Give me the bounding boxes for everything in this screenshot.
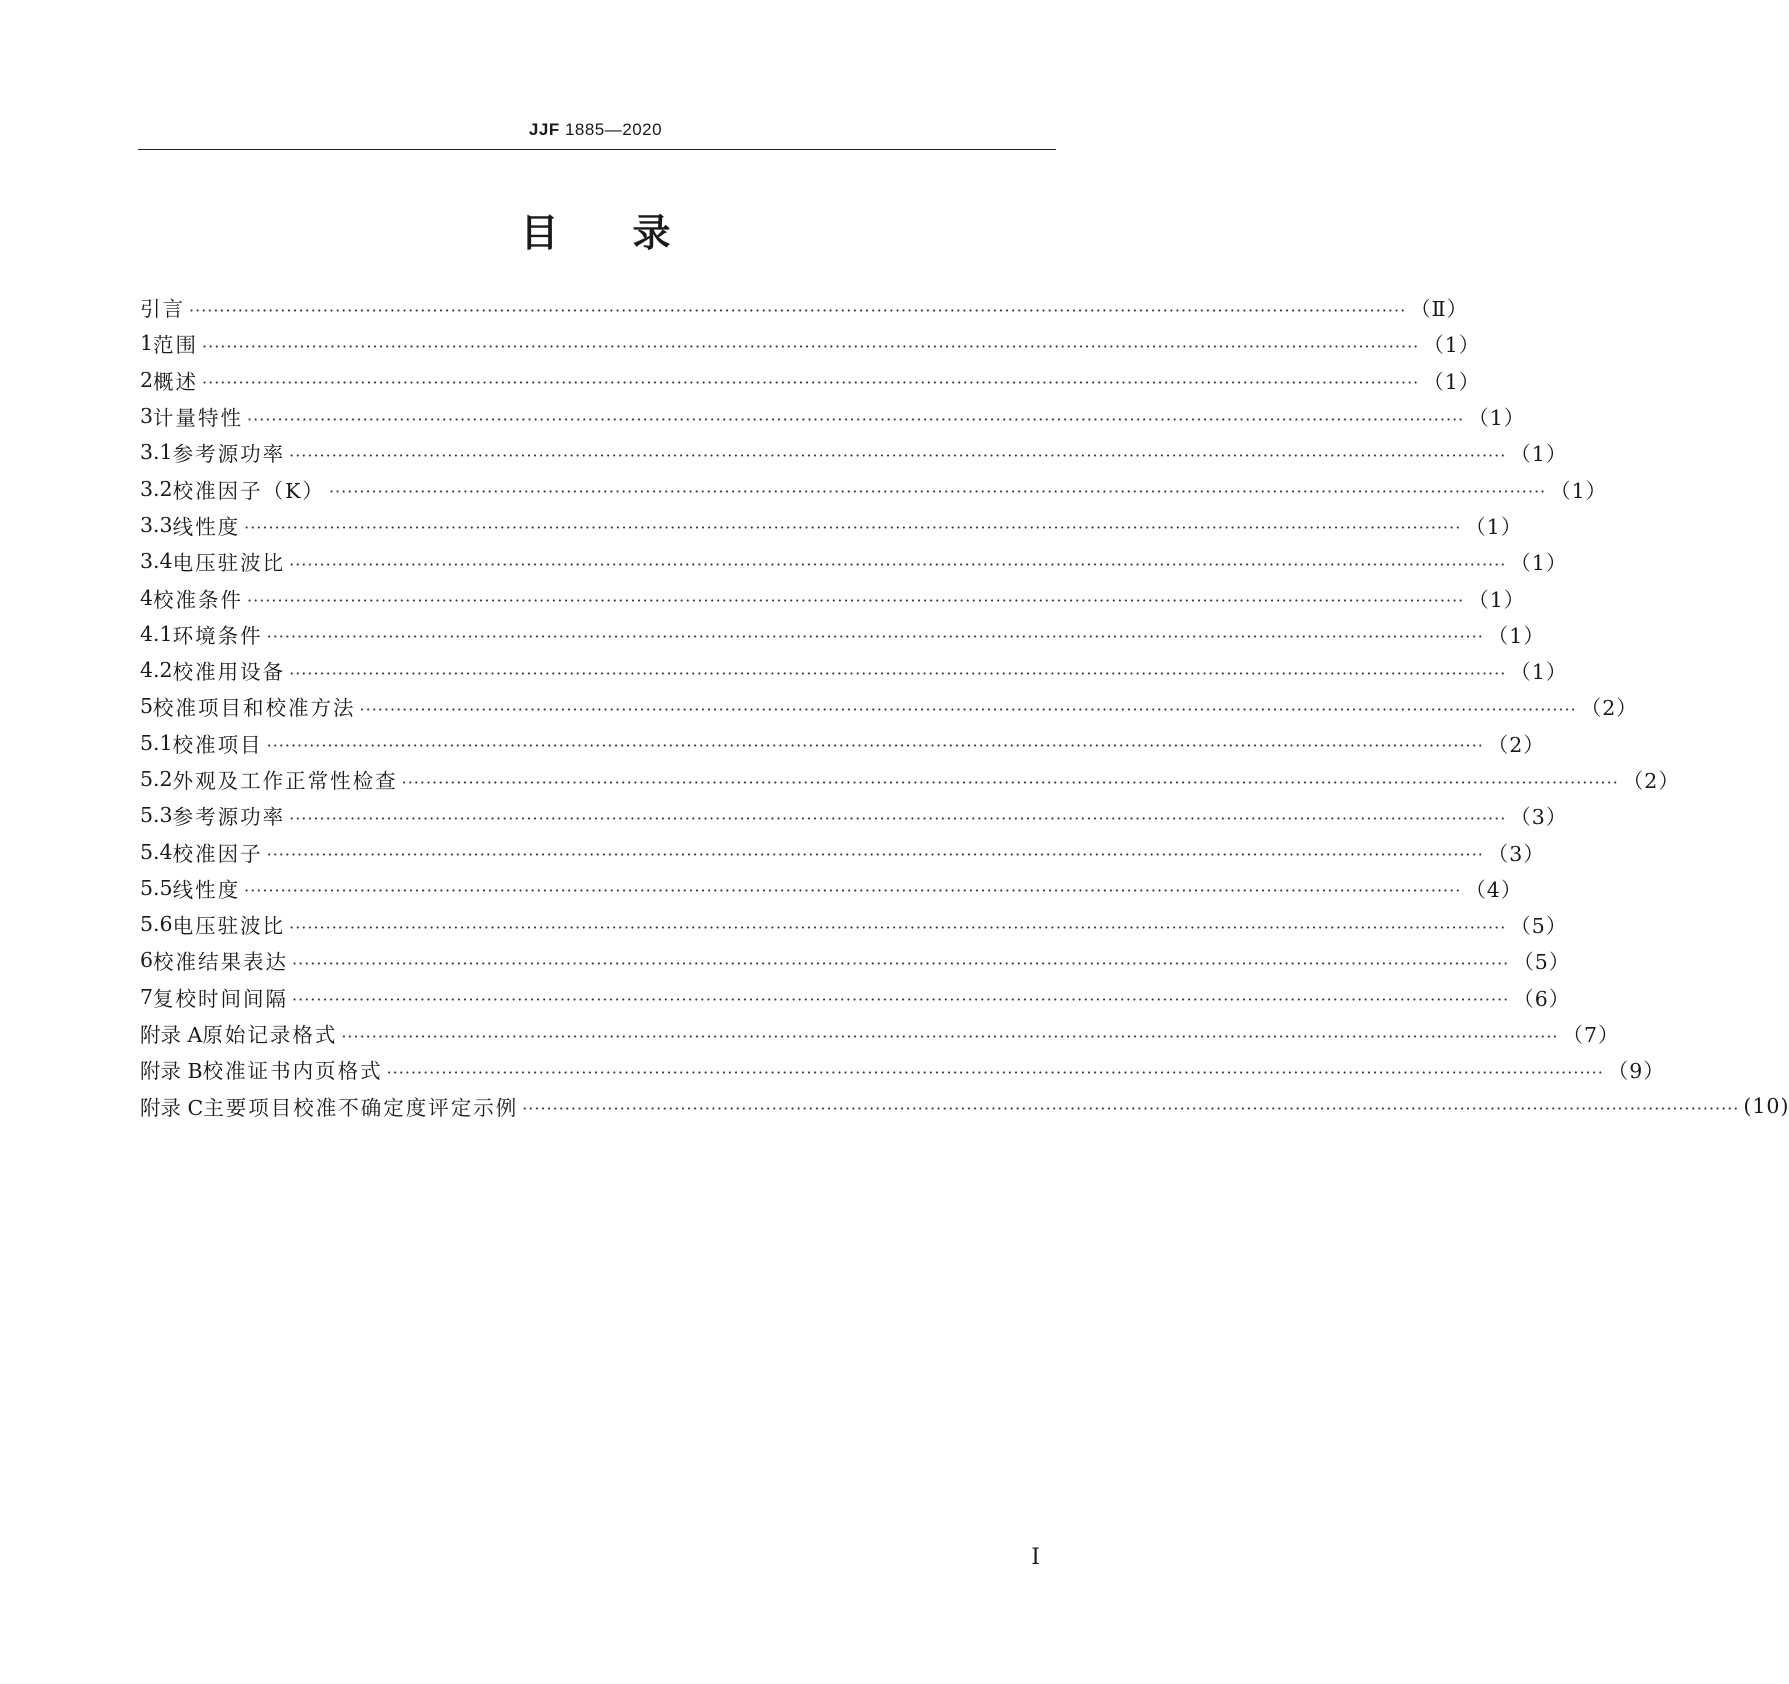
toc-entry-title: 计量特性 — [153, 406, 244, 431]
toc-entry-number: 3.2 — [140, 476, 173, 501]
toc-dot-leader: ········································································································································································································ — [244, 518, 1462, 538]
toc-entry-number: 5 — [140, 694, 154, 719]
title-char-right: 录 — [632, 211, 671, 255]
toc-entry[interactable] — [140, 761, 1680, 797]
toc-entry-title: 校准证书内页格式 — [202, 1059, 383, 1084]
toc-entry-title: 环境条件 — [172, 623, 263, 648]
toc-entry-title: 复校时间间隔 — [153, 986, 289, 1011]
toc-entry-number: 7 — [140, 984, 154, 1009]
toc-entry-title: 校准结果表达 — [153, 950, 289, 975]
toc-entry-number: 5.1 — [140, 730, 173, 755]
toc-entry-number: 1 — [140, 331, 154, 356]
toc-entry-title: 校准项目和校准方法 — [153, 696, 356, 721]
toc-dot-leader: ········································································································································································································ — [202, 336, 1420, 356]
toc-entry-number: 4.2 — [140, 658, 173, 683]
toc-entry[interactable] — [140, 833, 1545, 869]
toc-entry[interactable] — [140, 870, 1523, 906]
toc-entry-title: 参考源功率 — [172, 442, 286, 467]
toc-dot-leader: ········································································································································································································ — [328, 482, 1547, 502]
toc-entry-number: 4.1 — [140, 621, 173, 646]
toc-entry-title: 概述 — [153, 369, 199, 394]
toc-entry[interactable] — [140, 652, 1568, 688]
toc-entry-title: 校准条件 — [153, 587, 244, 612]
toc-dot-leader: ········································································································································································································ — [289, 917, 1507, 937]
toc-entry-page: （1） — [1550, 478, 1608, 503]
toc-entry-title: 范围 — [153, 333, 199, 358]
toc-dot-leader: ········································································································································································································ — [386, 1062, 1604, 1082]
toc-entry-page: (10) — [1743, 1093, 1789, 1118]
toc-entry-page: （5） — [1510, 914, 1568, 939]
toc-entry[interactable] — [140, 688, 1638, 724]
toc-entry-title: 主要项目校准不确定度评定示例 — [203, 1095, 519, 1120]
toc-entry-title: 校准因子（K） — [172, 478, 325, 503]
toc-entry[interactable] — [140, 507, 1523, 543]
toc-dot-leader: ········································································································································································································ — [189, 300, 1407, 320]
toc-dot-leader: ········································································································································································································ — [522, 1099, 1740, 1119]
toc-entry-title: 参考源功率 — [172, 805, 286, 830]
toc-entry-title: 校准用设备 — [172, 660, 286, 685]
toc-entry-number: 附录 A — [140, 1023, 203, 1048]
toc-entry-title: 外观及工作正常性检查 — [172, 769, 398, 793]
toc-entry-page: （1） — [1423, 369, 1481, 394]
toc-entry[interactable] — [140, 579, 1526, 615]
toc-entry[interactable] — [140, 616, 1545, 652]
toc-entry[interactable] — [140, 543, 1568, 579]
toc-entry-number: 3.4 — [140, 549, 173, 574]
toc-entry[interactable] — [140, 434, 1568, 470]
toc-entry-page: （Ⅱ） — [1410, 297, 1469, 322]
header-code: 1885—2020 — [564, 120, 663, 139]
toc-dot-leader: ········································································································································································································ — [289, 445, 1507, 465]
toc-dot-leader: ········································································································································································································ — [289, 554, 1507, 574]
table-of-contents — [140, 289, 1789, 1124]
toc-entry-number: 5.2 — [140, 767, 173, 791]
toc-dot-leader: ········································································································································································································ — [359, 699, 1577, 719]
toc-entry[interactable] — [140, 362, 1481, 398]
page-title — [0, 202, 1191, 257]
toc-entry-page: （1） — [1510, 442, 1568, 467]
toc-entry-number: 3 — [140, 404, 154, 429]
toc-entry-title: 线性度 — [172, 877, 241, 902]
toc-dot-leader: ········································································································································································································ — [247, 591, 1465, 611]
toc-entry-page: （5） — [1513, 950, 1571, 975]
toc-entry[interactable] — [140, 289, 1469, 325]
title-char-left: 目 — [520, 211, 559, 255]
toc-entry-page: （1） — [1468, 587, 1526, 612]
toc-entry[interactable] — [140, 398, 1526, 434]
page-number: I — [1031, 1545, 1040, 1570]
toc-dot-leader: ········································································································································································································ — [266, 627, 1484, 647]
running-header — [0, 120, 1191, 140]
toc-dot-leader: ········································································································································································································ — [202, 373, 1420, 393]
toc-entry-page: （4） — [1465, 877, 1523, 902]
toc-entry-page: （7） — [1562, 1023, 1620, 1048]
toc-dot-leader: ········································································································································································································ — [341, 1026, 1559, 1046]
toc-entry-number: 6 — [140, 948, 154, 973]
toc-entry[interactable] — [140, 325, 1481, 361]
toc-entry[interactable] — [140, 979, 1571, 1015]
toc-entry[interactable] — [140, 797, 1568, 833]
toc-entry[interactable] — [140, 725, 1545, 761]
toc-entry[interactable] — [140, 470, 1608, 506]
toc-entry-page: （2） — [1487, 732, 1545, 757]
toc-entry-number: 5.6 — [140, 912, 173, 937]
toc-dot-leader: ········································································································································································································ — [244, 881, 1462, 901]
toc-entry-number: 附录 C — [140, 1095, 204, 1120]
toc-entry-page: （9） — [1607, 1059, 1665, 1084]
toc-entry[interactable] — [140, 1015, 1620, 1051]
toc-entry-title: 原始记录格式 — [202, 1023, 338, 1048]
toc-entry[interactable] — [140, 942, 1571, 978]
toc-entry[interactable] — [140, 906, 1568, 942]
toc-entry-title: 电压驻波比 — [172, 914, 286, 939]
toc-entry-number: 5.3 — [140, 803, 173, 828]
toc-entry-page: （1） — [1487, 623, 1545, 648]
toc-entry-page: （1） — [1510, 551, 1568, 576]
toc-dot-leader: ········································································································································································································ — [289, 808, 1507, 828]
toc-entry-page: （3） — [1487, 841, 1545, 866]
toc-entry[interactable] — [140, 1051, 1665, 1087]
toc-entry-number: 附录 B — [140, 1059, 203, 1084]
toc-entry-title: 电压驻波比 — [172, 551, 286, 576]
toc-entry-page: （1） — [1468, 406, 1526, 431]
toc-dot-leader: ········································································································································································································ — [289, 663, 1507, 683]
toc-entry[interactable] — [140, 1088, 1789, 1124]
toc-dot-leader: ········································································································································································································ — [247, 409, 1465, 429]
toc-dot-leader: ········································································································································································································ — [266, 845, 1484, 865]
toc-dot-leader: ········································································································································································································ — [401, 772, 1619, 792]
toc-entry-title: 校准因子 — [172, 841, 263, 866]
toc-entry-number: 3.3 — [140, 512, 173, 537]
toc-entry-page: （1） — [1423, 333, 1481, 358]
toc-entry-number: 5.5 — [140, 875, 173, 900]
toc-entry-title: 线性度 — [172, 514, 241, 539]
toc-entry-number: 4 — [140, 585, 154, 610]
toc-dot-leader: ········································································································································································································ — [292, 953, 1510, 973]
toc-entry-page: （6） — [1513, 986, 1571, 1011]
toc-entry-number: 2 — [140, 367, 154, 392]
header-prefix: JJF — [528, 120, 560, 139]
header-rule — [138, 149, 1056, 150]
toc-entry-number: 5.4 — [140, 839, 173, 864]
toc-entry-page: （3） — [1510, 805, 1568, 830]
toc-entry-title: 校准项目 — [172, 732, 263, 757]
toc-entry-page: （2） — [1580, 696, 1638, 721]
toc-entry-number: 3.1 — [140, 440, 173, 465]
toc-entry-page: （1） — [1510, 660, 1568, 685]
toc-entry-title: 引言 — [140, 297, 185, 322]
toc-dot-leader: ········································································································································································································ — [292, 990, 1510, 1010]
toc-entry-page: （1） — [1465, 514, 1523, 539]
toc-dot-leader: ········································································································································································································ — [266, 736, 1484, 756]
toc-entry-page: （2） — [1622, 769, 1680, 793]
